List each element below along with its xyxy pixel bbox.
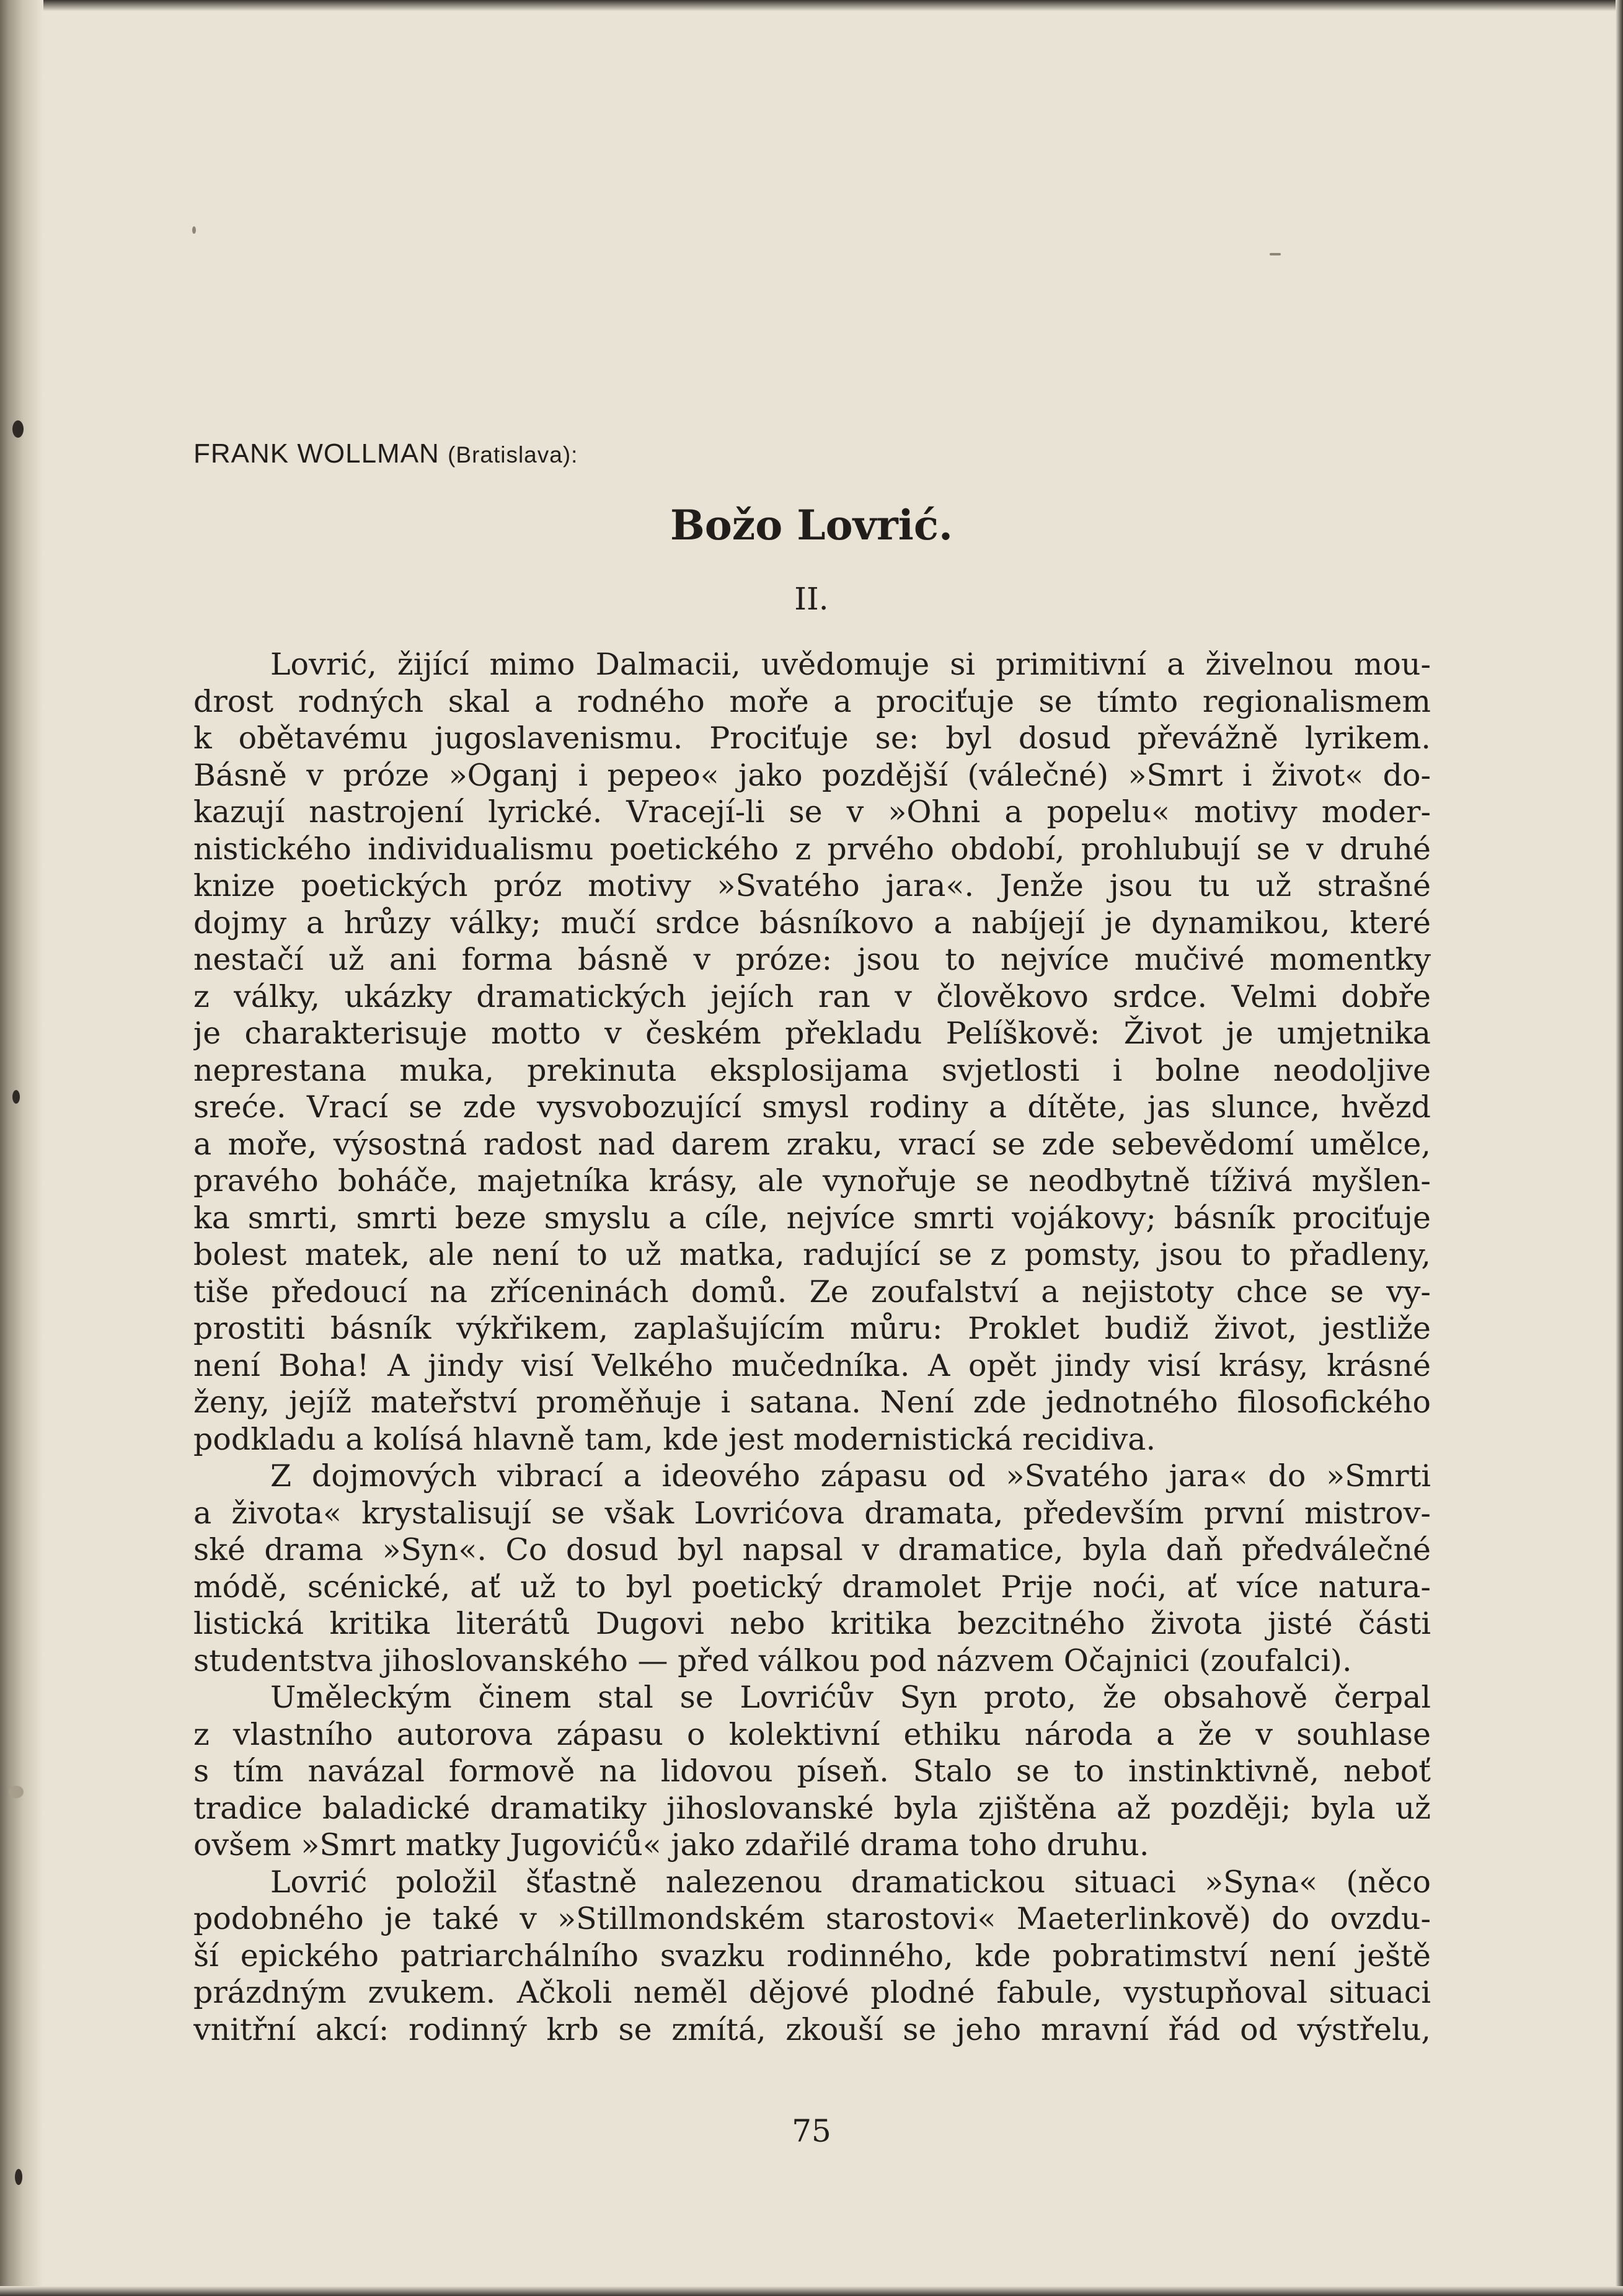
- text-line: a života« krystalisují se však Lovrićova dramata, především první mistrov-: [193, 1495, 1431, 1531]
- page-number: 75: [792, 2113, 831, 2149]
- text-line: ženy, jejíž mateřství proměňuje i satana. Není zde jednotného filosofického: [193, 1385, 1431, 1420]
- text-line: dojmy a hrůzy války; mučí srdce básníkovo a nabíjejí je dynamikou, které: [193, 905, 1431, 941]
- article-title: Božo Lovrić.: [670, 501, 953, 549]
- binding-mark: [9, 1786, 24, 1798]
- text-line: ší epického patriarchálního svazku rodinného, kde pobratimství není ještě: [193, 1938, 1431, 1974]
- text-line: ovšem »Smrt matky Jugovićů« jako zdařilé drama toho druhu.: [193, 1827, 1149, 1863]
- text-line: vnitřní akcí: rodinný krb se zmítá, zkouší se jeho mravní řád od výstřelu,: [193, 2011, 1431, 2047]
- binding-mark: [15, 2169, 22, 2185]
- text-line: sreće. Vrací se zde vysvobozující smysl rodiny a dítěte, jas slunce, hvězd: [193, 1089, 1431, 1125]
- text-line: nistického individualismu poetického z prvého období, prohlubují se v druhé: [193, 831, 1431, 867]
- page-right-edge: [1616, 0, 1623, 2296]
- text-line: s tím navázal formově na lidovou píseň. Stalo se to instinktivně, neboť: [193, 1753, 1431, 1789]
- text-line: knize poetických próz motivy »Svatého jara«. Jenže jsou tu už strašné: [193, 868, 1431, 903]
- text-line: Z dojmových vibrací a ideového zápasu od »Svatého jara« do »Smrti: [270, 1458, 1431, 1494]
- text-line: z vlastního autorova zápasu o kolektivní ethiku národa a že v souhlase: [193, 1716, 1431, 1752]
- text-line: módě, scénické, ať už to byl poetický dramolet Prije noći, ať více natura-: [193, 1569, 1431, 1605]
- text-line: k obětavému jugoslavenismu. Prociťuje se: byl dosud převážně lyrikem.: [193, 720, 1431, 756]
- text-line: ské drama »Syn«. Co dosud byl napsal v dramatice, byla daň předválečné: [193, 1532, 1431, 1567]
- text-line: drost rodných skal a rodného moře a prociťuje se tímto regionalismem: [193, 683, 1431, 719]
- page-top-edge: [0, 0, 1623, 11]
- dust-speck: [192, 226, 196, 234]
- text-line: tiše předoucí na zříceninách domů. Ze zoufalství a nejistoty chce se vy-: [193, 1274, 1431, 1310]
- section-number: II.: [794, 581, 829, 617]
- binding-mark: [12, 420, 24, 438]
- text-line: bolest matek, ale není to už matka, radující se z pomsty, jsou to přadleny,: [193, 1237, 1431, 1272]
- author-name: FRANK WOLLMAN: [193, 438, 440, 469]
- text-line: nestačí už ani forma básně v próze: jsou to nejvíce mučivé momentky: [193, 942, 1431, 977]
- text-line: Lovrić, žijící mimo Dalmacii, uvědomuje si primitivní a živelnou mou-: [270, 647, 1431, 682]
- text-line: z války, ukázky dramatických jejích ran v člověkovo srdce. Velmi dobře: [193, 978, 1431, 1014]
- text-line: studentstva jihoslovanského — před válkou pod názvem Očajnici (zoufalci).: [193, 1642, 1352, 1678]
- text-line: Uměleckým činem stal se Lovrićův Syn proto, že obsahově čerpal: [270, 1680, 1431, 1715]
- text-line: není Boha! A jindy visí Velkého mučedníka. A opět jindy visí krásy, krásné: [193, 1347, 1431, 1383]
- dust-speck: [1270, 253, 1281, 255]
- article-body: [193, 646, 1431, 2048]
- text-line: je charakterisuje motto v českém překladu Pelíškově: Život je umjetnika: [193, 1016, 1431, 1051]
- text-line: listická kritika literátů Dugovi nebo kritika bezcitného života jisté části: [193, 1606, 1431, 1641]
- spine-shadow: [0, 0, 43, 2296]
- author-line: [193, 438, 578, 469]
- text-line: prostiti básník výkřikem, zaplašujícím můru: Proklet budiž život, jestliže: [193, 1311, 1431, 1346]
- text-line: ka smrti, smrti beze smyslu a cíle, nejvíce smrti vojákovy; básník prociťuje: [193, 1200, 1431, 1236]
- binding-mark: [12, 1090, 20, 1104]
- text-line: prázdným zvukem. Ačkoli neměl dějové plodné fabule, vystupňoval situaci: [193, 1975, 1431, 2010]
- author-affiliation: (Bratislava):: [448, 442, 578, 468]
- text-line: Básně v próze »Oganj i pepeo« jako pozdější (válečné) »Smrt i život« do-: [193, 757, 1431, 793]
- text-line: neprestana muka, prekinuta eksplosijama svjetlosti i bolne neodoljive: [193, 1052, 1431, 1088]
- text-line: Lovrić položil šťastně nalezenou dramatickou situaci »Syna« (něco: [270, 1864, 1431, 1900]
- text-line: podkladu a kolísá hlavně tam, kde jest modernistická recidiva.: [193, 1421, 1156, 1457]
- text-line: a moře, výsostná radost nad darem zraku, vrací se zde sebevědomí umělce,: [193, 1126, 1431, 1162]
- text-line: tradice baladické dramatiky jihoslovanské byla zjištěna až později; byla už: [193, 1790, 1431, 1826]
- text-line: kazují nastrojení lyrické. Vracejí-li se v »Ohni a popelu« motivy moder-: [193, 794, 1431, 830]
- page-bottom-edge: [0, 2286, 1623, 2296]
- text-line: podobného je také v »Stillmondském starostovi« Maeterlinkově) do ovzdu-: [193, 1901, 1431, 1936]
- text-line: pravého boháče, majetníka krásy, ale vynořuje se neodbytně tíživá myšlen-: [193, 1163, 1431, 1199]
